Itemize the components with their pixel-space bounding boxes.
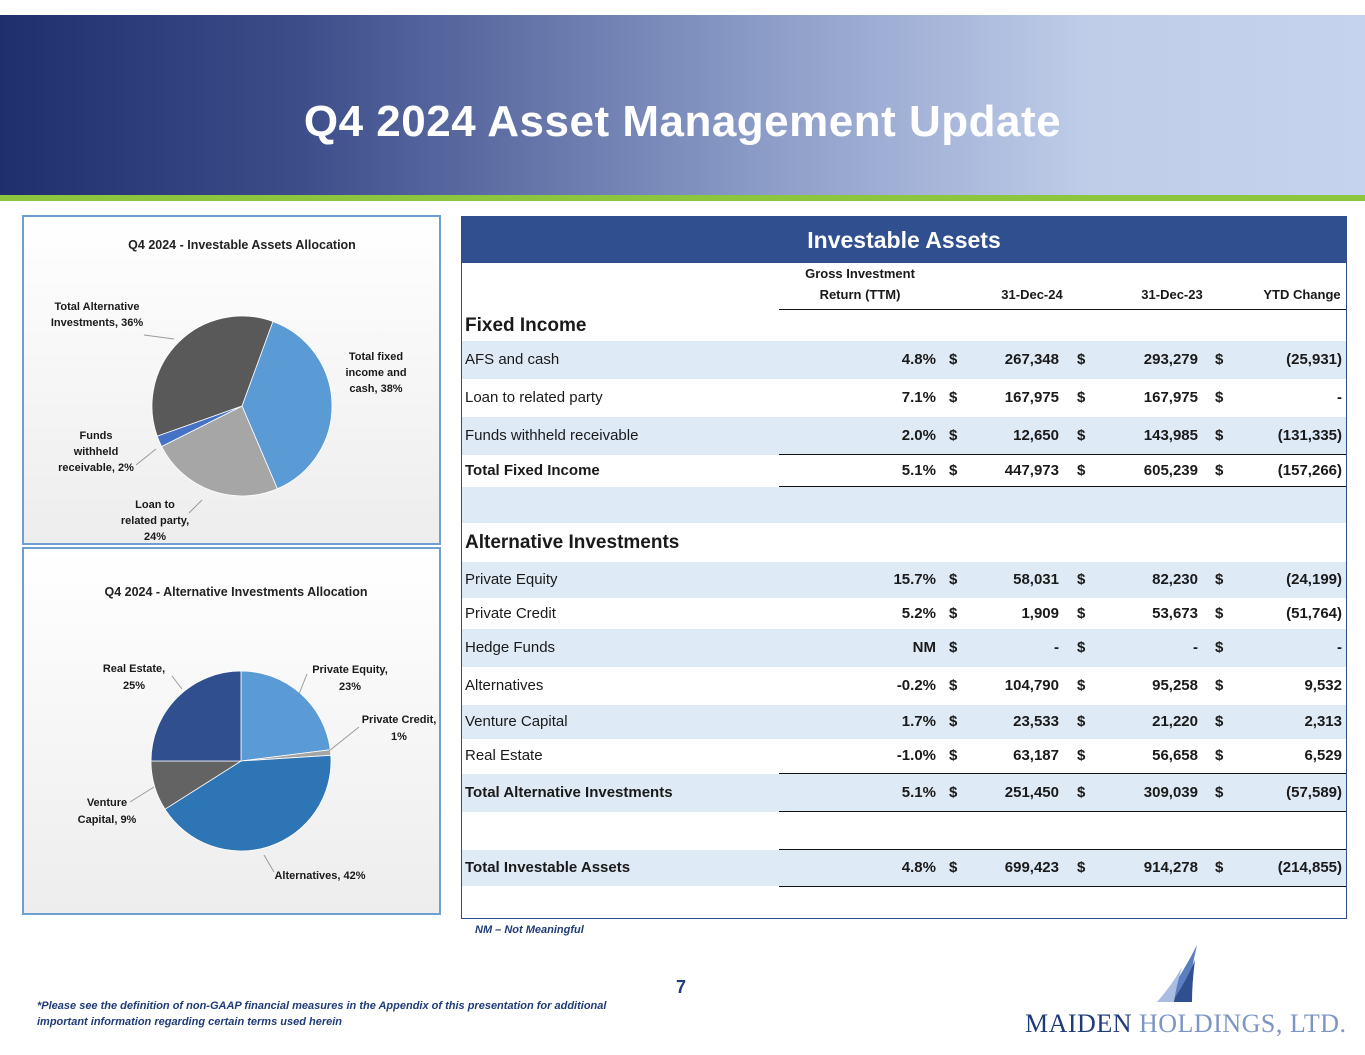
row-dec23: 143,985: [1143, 427, 1198, 444]
slice-label-private-credit: Private Credit, 1%: [361, 714, 437, 743]
row-dec23: 293,279: [1143, 351, 1198, 368]
currency-symbol: $: [949, 859, 958, 876]
row-label: Total Investable Assets: [465, 859, 631, 876]
spacer-row: [462, 813, 1346, 849]
row-dec24: 63,187: [1013, 747, 1059, 764]
alternative-investments-chart-panel: [22, 547, 441, 915]
table-row: [462, 562, 1346, 598]
row-return: 5.1%: [901, 462, 936, 479]
row-return: 5.2%: [901, 605, 936, 622]
currency-symbol: $: [1215, 389, 1224, 406]
table-row: [462, 417, 1346, 455]
row-label: Private Credit: [465, 605, 556, 622]
chart-title: Q4 2024 - Investable Assets Allocation: [128, 238, 356, 252]
currency-symbol: $: [1215, 639, 1224, 656]
row-label: Total Alternative Investments: [465, 784, 673, 801]
row-dec24: -: [1054, 639, 1059, 656]
row-dec23: 21,220: [1152, 713, 1198, 730]
row-dec24: 251,450: [1004, 784, 1059, 801]
header-return-line2: Return (TTM): [819, 287, 901, 302]
row-label: Funds withheld receivable: [465, 427, 639, 444]
currency-symbol: $: [1077, 677, 1086, 694]
row-dec24: 447,973: [1004, 462, 1059, 479]
currency-symbol: $: [1215, 677, 1224, 694]
table-row: [462, 705, 1346, 739]
table-row: [462, 599, 1346, 629]
currency-symbol: $: [949, 389, 958, 406]
currency-symbol: $: [1215, 859, 1224, 876]
row-dec23: 309,039: [1143, 784, 1198, 801]
row-return: 5.1%: [901, 784, 936, 801]
slice-label-funds-withheld: Funds withheld receivable, 2%: [58, 430, 134, 474]
slice-label-alternatives: Total Alternative Investments, 36%: [50, 301, 144, 329]
chart-title: Q4 2024 - Alternative Investments Allocation: [104, 585, 368, 599]
currency-symbol: $: [949, 639, 958, 656]
total-rule: [779, 811, 1346, 812]
leader-line: [172, 676, 182, 689]
leader-line: [264, 855, 274, 872]
alternative-investments-pie-chart: [24, 549, 439, 913]
currency-symbol: $: [949, 784, 958, 801]
investable-assets-table: [461, 216, 1347, 919]
currency-symbol: $: [1215, 747, 1224, 764]
row-return: NM: [912, 639, 936, 656]
row-ytd: (51,764): [1286, 605, 1342, 622]
currency-symbol: $: [1077, 713, 1086, 730]
currency-symbol: $: [949, 427, 958, 444]
leader-line: [299, 674, 307, 694]
row-ytd: 9,532: [1304, 677, 1342, 694]
row-return: -1.0%: [896, 747, 936, 764]
leader-line: [136, 449, 156, 465]
row-dec24: 267,348: [1004, 351, 1059, 368]
row-dec24: 104,790: [1004, 677, 1059, 694]
slice-label-fixed-income: Total fixed income and cash, 38%: [345, 351, 407, 395]
row-ytd: -: [1337, 639, 1342, 656]
table-row: [462, 629, 1346, 667]
title-banner: [0, 15, 1365, 201]
row-ytd: (57,589): [1286, 784, 1342, 801]
currency-symbol: $: [1077, 462, 1086, 479]
slice-label-alternatives: Alternatives, 42%: [274, 870, 366, 882]
currency-symbol: $: [1077, 427, 1086, 444]
currency-symbol: $: [949, 605, 958, 622]
row-label: Venture Capital: [465, 713, 568, 730]
row-return: -0.2%: [896, 677, 936, 694]
header-dec24: 31-Dec-24: [1001, 287, 1063, 302]
currency-symbol: $: [1077, 784, 1086, 801]
row-dec23: 56,658: [1152, 747, 1198, 764]
row-label: Private Equity: [465, 571, 558, 588]
currency-symbol: $: [949, 677, 958, 694]
total-row-fixed-income: [462, 455, 1346, 487]
currency-symbol: $: [1077, 571, 1086, 588]
table-row: [462, 341, 1346, 379]
company-logo: [1022, 945, 1352, 1040]
row-return: 2.0%: [901, 427, 936, 444]
header-ytd: YTD Change: [1263, 287, 1341, 302]
row-dec24: 58,031: [1013, 571, 1059, 588]
row-dec23: 53,673: [1152, 605, 1198, 622]
table-title: Investable Assets: [462, 217, 1346, 263]
row-ytd: (24,199): [1286, 571, 1342, 588]
sail-logo-icon: [1022, 945, 1352, 1005]
row-dec24: 1,909: [1021, 605, 1059, 622]
row-dec24: 699,423: [1004, 859, 1059, 876]
footnote: *Please see the definition of non-GAAP financial measures in the Appendix of this presentation for additional important information regarding certain terms used herein: [37, 1000, 607, 1028]
section-heading-alternatives: Alternative Investments: [465, 532, 680, 553]
logo-text: MAIDEN HOLDINGS, LTD.: [1025, 1009, 1347, 1038]
slice-label-real-estate: Real Estate, 25%: [102, 663, 166, 692]
row-label: Loan to related party: [465, 389, 603, 406]
currency-symbol: $: [1077, 351, 1086, 368]
row-dec23: 605,239: [1143, 462, 1198, 479]
currency-symbol: $: [949, 351, 958, 368]
table-row: [462, 739, 1346, 773]
slice-label-private-equity: Private Equity, 23%: [312, 664, 388, 693]
header-rule: [779, 309, 1346, 310]
row-dec23: 95,258: [1152, 677, 1198, 694]
column-headers: [462, 263, 1346, 311]
row-dec23: 914,278: [1143, 859, 1198, 876]
currency-symbol: $: [1215, 462, 1224, 479]
page-title: Q4 2024 Asset Management Update: [303, 97, 1062, 146]
currency-symbol: $: [1215, 605, 1224, 622]
row-label: Alternatives: [465, 677, 544, 694]
total-rule: [779, 886, 1346, 887]
slice-label-venture-capital: Venture Capital, 9%: [77, 797, 137, 826]
row-return: 4.8%: [901, 351, 936, 368]
investable-assets-pie-chart: [24, 217, 439, 543]
leader-line: [189, 500, 202, 513]
table-row: [462, 379, 1346, 417]
currency-symbol: $: [1077, 747, 1086, 764]
table-row: [462, 667, 1346, 705]
pie-slice-private-equity: [241, 671, 330, 761]
header-return-line1: Gross Investment: [805, 266, 915, 281]
currency-symbol: $: [1077, 389, 1086, 406]
row-ytd: (131,335): [1277, 427, 1342, 444]
row-label: Real Estate: [465, 747, 543, 764]
nm-note: NM – Not Meaningful: [475, 924, 584, 936]
currency-symbol: $: [949, 713, 958, 730]
row-dec24: 167,975: [1004, 389, 1059, 406]
row-label: Hedge Funds: [465, 639, 556, 656]
currency-symbol: $: [1077, 639, 1086, 656]
row-dec23: 82,230: [1152, 571, 1198, 588]
page-number: 7: [676, 977, 687, 997]
currency-symbol: $: [1215, 427, 1224, 444]
row-dec23: 167,975: [1143, 389, 1198, 406]
total-row-investable-assets: [462, 850, 1346, 886]
row-ytd: -: [1337, 389, 1342, 406]
row-dec24: 12,650: [1013, 427, 1059, 444]
row-dec23: -: [1193, 639, 1198, 656]
row-ytd: (157,266): [1277, 462, 1342, 479]
currency-symbol: $: [949, 747, 958, 764]
investable-assets-chart-panel: [22, 215, 441, 545]
row-ytd: 6,529: [1304, 747, 1342, 764]
slice-label-loan: Loan to related party, 24%: [120, 499, 190, 543]
currency-symbol: $: [949, 462, 958, 479]
row-return: 4.8%: [901, 859, 936, 876]
currency-symbol: $: [1215, 351, 1224, 368]
row-ytd: (25,931): [1286, 351, 1342, 368]
row-return: 7.1%: [901, 389, 936, 406]
header-dec23: 31-Dec-23: [1141, 287, 1203, 302]
leader-line: [329, 727, 359, 751]
leader-line: [144, 335, 174, 339]
currency-symbol: $: [949, 571, 958, 588]
section-heading-fixed-income: Fixed Income: [465, 315, 587, 336]
row-dec24: 23,533: [1013, 713, 1059, 730]
leader-line: [130, 787, 154, 802]
row-label: AFS and cash: [465, 351, 560, 368]
row-return: 1.7%: [901, 713, 936, 730]
row-ytd: (214,855): [1277, 859, 1342, 876]
row-label: Total Fixed Income: [465, 462, 600, 479]
row-return: 15.7%: [893, 571, 936, 588]
currency-symbol: $: [1215, 571, 1224, 588]
total-row-alternatives: [462, 774, 1346, 812]
currency-symbol: $: [1215, 713, 1224, 730]
currency-symbol: $: [1215, 784, 1224, 801]
currency-symbol: $: [1077, 605, 1086, 622]
row-ytd: 2,313: [1304, 713, 1342, 730]
spacer-row: [462, 487, 1346, 523]
pie-slice-real-estate: [151, 671, 241, 761]
currency-symbol: $: [1077, 859, 1086, 876]
